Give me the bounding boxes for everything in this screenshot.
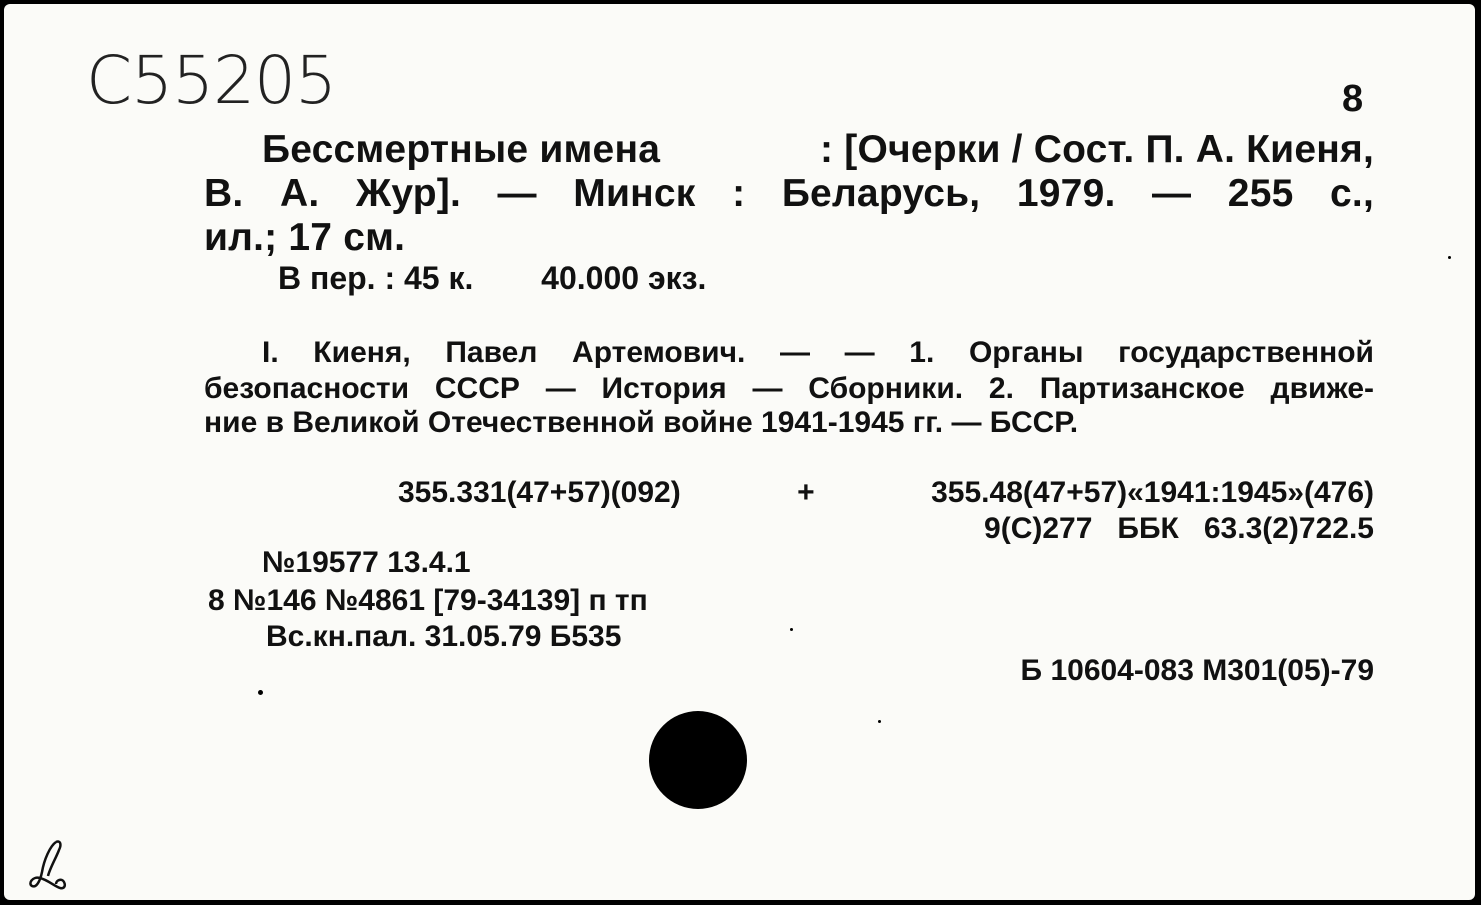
- entry-title: Бессмертные имена: [262, 128, 661, 171]
- price-line: [278, 260, 706, 297]
- handwritten-mark: [26, 836, 72, 896]
- record-line-2: 8 №146 №4861 [79-34139] п тп: [208, 584, 648, 617]
- catalog-card: [4, 4, 1475, 900]
- punch-hole: [649, 711, 747, 809]
- subjects-line-2: безопасности СССР — История — Сборники. 2. Партизанское движе-: [204, 372, 1374, 405]
- subjects-line-1: I. Киеня, Павел Артемович. — — 1. Органы государственной: [262, 336, 1374, 369]
- udc-index: 355.331(47+57)(092) + 355.48(47+57)«1941:1945»(476): [398, 476, 1374, 509]
- price: В пер. : 45 к.: [278, 260, 474, 296]
- record-line-3: Вс.кн.пал. 31.05.79 Б535: [266, 620, 622, 653]
- speck: [878, 720, 881, 723]
- record-index: Б 10604-083 М301(05)-79: [1020, 654, 1374, 687]
- entry-line-3: ил.; 17 см.: [204, 216, 406, 259]
- bbk-index: 9(С)277 ББК 63.3(2)722.5: [984, 512, 1374, 545]
- speck: [1448, 256, 1451, 259]
- speck: [790, 628, 793, 631]
- entry-line-1: [262, 128, 1374, 172]
- speck: [258, 690, 263, 695]
- record-line-1: №19577 13.4.1: [262, 546, 471, 579]
- card-number: 8: [1342, 78, 1364, 120]
- subjects-line-3: ние в Великой Отечественной войне 1941-1945 гг. — БССР.: [204, 406, 1079, 439]
- call-number: C55205: [86, 42, 337, 119]
- copies: 40.000 экз.: [541, 260, 707, 296]
- entry-title-rest: : [Очерки / Сост. П. А. Киеня,: [820, 128, 1374, 171]
- entry-line-2: В. А. Жур]. — Минск : Беларусь, 1979. — 255 с.,: [204, 172, 1374, 215]
